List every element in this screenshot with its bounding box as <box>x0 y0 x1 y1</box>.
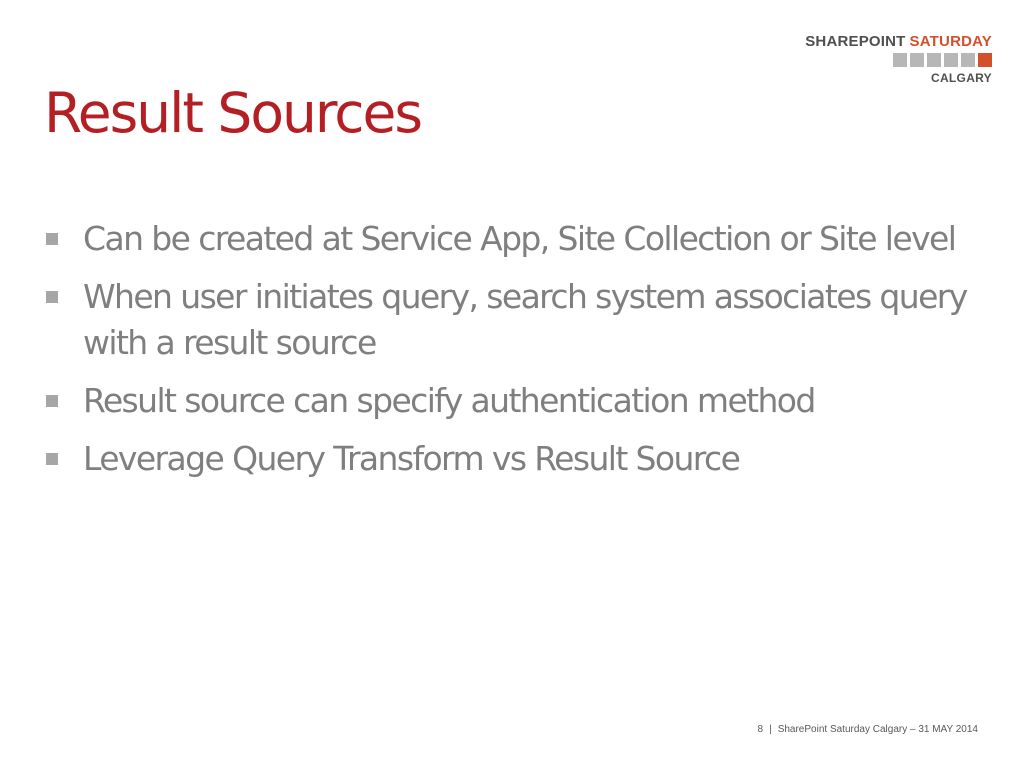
bullet-text: Leverage Query Transform vs Result Source <box>83 439 740 478</box>
bullet-square-icon <box>46 233 58 245</box>
logo-square <box>893 53 907 67</box>
page-number: 8 <box>757 724 764 735</box>
slide-footer <box>758 724 978 735</box>
bullet-text: When user initiates query, search system associates query with a result source <box>83 277 967 362</box>
footer-event-text: SharePoint Saturday Calgary – 31 MAY 2014 <box>777 724 978 735</box>
logo-word-sharepoint: SHAREPOINT <box>805 33 906 50</box>
logo-squares <box>893 53 992 67</box>
bullet-item <box>44 216 984 262</box>
slide-title: Result Sources <box>44 81 421 145</box>
bullet-item <box>44 378 984 424</box>
bullet-text: Can be created at Service App, Site Collection or Site level <box>83 219 956 258</box>
bullet-square-icon <box>46 453 58 465</box>
logo-city: CALGARY <box>931 71 992 85</box>
logo-square <box>910 53 924 67</box>
bullet-text: Result source can specify authentication method <box>83 381 815 420</box>
bullet-square-icon <box>46 395 58 407</box>
logo-square <box>927 53 941 67</box>
logo-wordmark <box>805 33 992 51</box>
bullet-item <box>44 274 984 366</box>
bullet-square-icon <box>46 291 58 303</box>
logo-square <box>961 53 975 67</box>
footer-separator: | <box>769 724 772 735</box>
logo-square <box>944 53 958 67</box>
logo-square-accent <box>978 53 992 67</box>
bullet-list <box>44 216 984 494</box>
bullet-item <box>44 436 984 482</box>
logo-word-saturday: SATURDAY <box>909 33 992 50</box>
event-logo <box>730 33 992 89</box>
